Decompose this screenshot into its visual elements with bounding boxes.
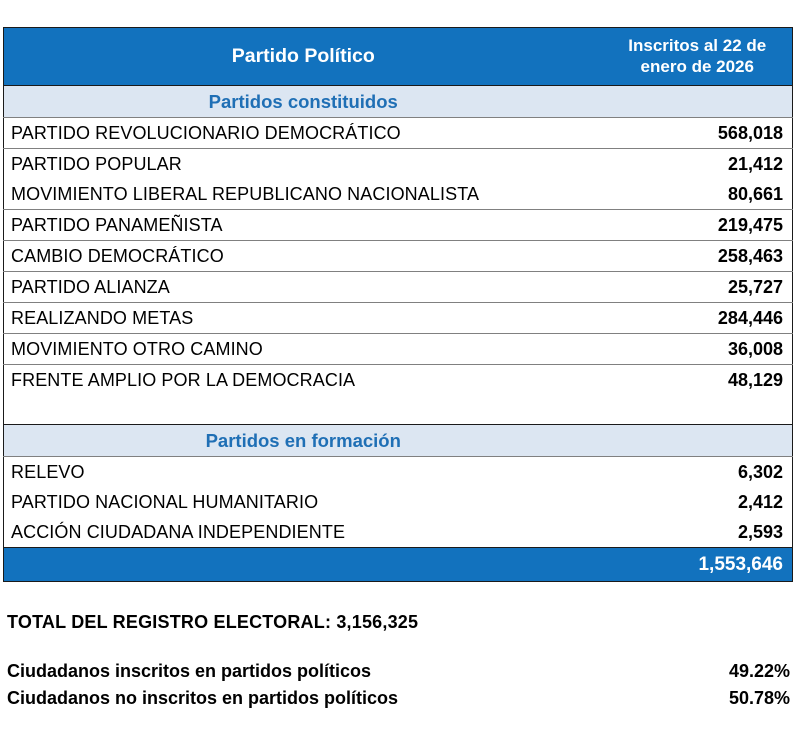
table-row: [4, 118, 793, 149]
footer-stat-label: Ciudadanos no inscritos en partidos políticos: [7, 688, 399, 708]
party-name: MOVIMIENTO LIBERAL REPUBLICANO NACIONALISTA: [4, 179, 603, 210]
section-band-forming-parties: [4, 425, 793, 457]
party-name: ACCIÓN CIUDADANA INDEPENDIENTE: [4, 517, 603, 548]
total-count: 1,553,646: [603, 548, 793, 582]
party-count: 568,018: [603, 118, 793, 149]
spacer-cell-right: [603, 395, 793, 425]
party-name: CAMBIO DEMOCRÁTICO: [4, 241, 603, 272]
party-name: PARTIDO NACIONAL HUMANITARIO: [4, 487, 603, 517]
table-row: [4, 334, 793, 365]
party-count: 6,302: [603, 457, 793, 488]
table-row: [4, 272, 793, 303]
party-count: 284,446: [603, 303, 793, 334]
footer-stat-value: 50.78%: [728, 688, 790, 708]
party-name: PARTIDO POPULAR: [4, 149, 603, 180]
footer-stat-not-registered: [7, 688, 792, 709]
party-count: 36,008: [603, 334, 793, 365]
footer-summary: [7, 612, 792, 715]
party-name: PARTIDO PANAMEÑISTA: [4, 210, 603, 241]
table-row: [4, 487, 793, 517]
footer-stat-value: 49.22%: [728, 661, 790, 681]
column-header-party: Partido Político: [4, 28, 603, 86]
party-name: RELEVO: [4, 457, 603, 488]
section-band-empty-cell: [603, 425, 793, 457]
total-label: [4, 548, 603, 582]
party-count: 25,727: [603, 272, 793, 303]
spacer-row: [4, 395, 793, 425]
section-band-label: Partidos en formación: [4, 425, 603, 457]
party-name: REALIZANDO METAS: [4, 303, 603, 334]
party-name: FRENTE AMPLIO POR LA DEMOCRACIA: [4, 365, 603, 396]
party-count: 2,593: [603, 517, 793, 548]
table-row: [4, 210, 793, 241]
total-electoral-registry: TOTAL DEL REGISTRO ELECTORAL: 3,156,325: [7, 612, 419, 632]
table-row: [4, 303, 793, 334]
section-band-constituted-parties: [4, 86, 793, 118]
spacer-cell-left: [4, 395, 603, 425]
table-total-row: [4, 548, 793, 582]
political-parties-registration-table: [3, 27, 793, 582]
footer-stat-registered: [7, 661, 792, 682]
party-count: 80,661: [603, 179, 793, 210]
section-band-empty-cell: [603, 86, 793, 118]
column-header-registered-count: Inscritos al 22 de enero de 2026: [603, 28, 793, 86]
table-row: [4, 149, 793, 180]
section-band-label: Partidos constituidos: [4, 86, 603, 118]
party-name: PARTIDO ALIANZA: [4, 272, 603, 303]
table-body: [4, 28, 793, 582]
party-count: 258,463: [603, 241, 793, 272]
party-name: MOVIMIENTO OTRO CAMINO: [4, 334, 603, 365]
table-row: [4, 457, 793, 488]
table-row: [4, 241, 793, 272]
party-count: 48,129: [603, 365, 793, 396]
table-row: [4, 365, 793, 396]
party-name: PARTIDO REVOLUCIONARIO DEMOCRÁTICO: [4, 118, 603, 149]
party-count: 21,412: [603, 149, 793, 180]
table-row: [4, 517, 793, 548]
party-count: 2,412: [603, 487, 793, 517]
table-row: [4, 179, 793, 210]
party-count: 219,475: [603, 210, 793, 241]
footer-stat-label: Ciudadanos inscritos en partidos políticos: [7, 661, 372, 681]
table-header-row: [4, 28, 793, 86]
